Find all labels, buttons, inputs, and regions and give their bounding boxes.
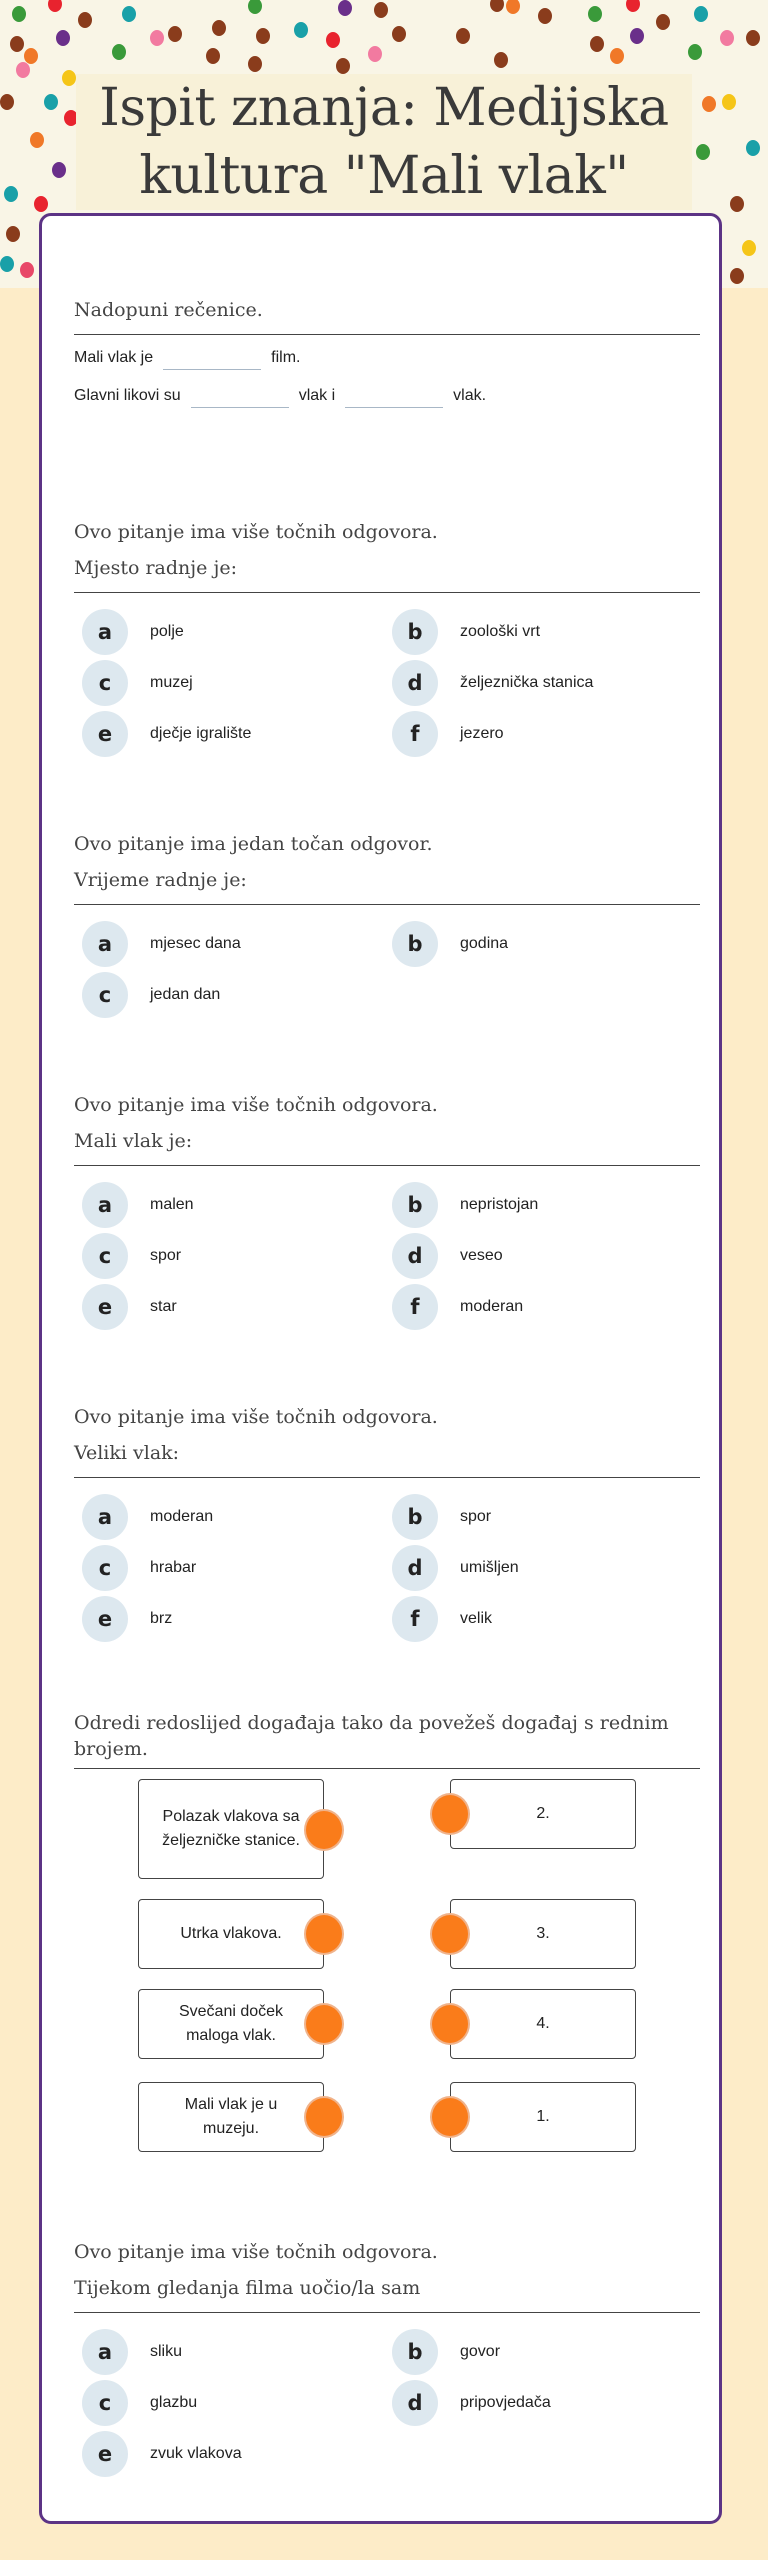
option-label: umišljen [460,1559,519,1576]
connector-knob[interactable] [430,2096,470,2138]
option-label: spor [460,1508,492,1525]
blank-input[interactable] [191,385,289,408]
sentence-1 [74,339,700,377]
option-label: moderan [150,1508,214,1525]
letter-badge: f [392,1284,438,1330]
divider [74,2312,700,2313]
letter-badge: e [82,1284,128,1330]
option-label: dječje igralište [150,725,252,742]
connector-knob[interactable] [304,2003,344,2045]
option-a[interactable] [82,919,382,969]
letter-badge: c [82,1545,128,1591]
page-title-line1: Ispit znanja: Medijska [99,78,669,138]
option-a[interactable] [82,1180,382,1230]
question-title: Mjesto radnje je: [74,557,237,579]
option-b[interactable] [392,1492,692,1542]
letter-badge: c [82,1233,128,1279]
match-left-text: Utrka vlakova. [180,1925,282,1942]
option-c[interactable] [82,1543,382,1593]
letter-badge: a [82,921,128,967]
divider [74,1165,700,1166]
question-vrijeme-radnje [74,826,700,1023]
option-label: malen [150,1196,194,1213]
letter-badge: f [392,711,438,757]
match-right-4[interactable] [450,2082,636,2152]
option-d[interactable] [392,2378,692,2428]
letter-badge: d [392,2380,438,2426]
option-b[interactable] [392,1180,692,1230]
option-label: spor [150,1247,182,1264]
option-c[interactable] [82,970,382,1020]
option-label: sliku [150,2343,183,2360]
option-b[interactable] [392,607,692,657]
option-e[interactable] [82,1282,382,1332]
option-b[interactable] [392,919,692,969]
option-label: muzej [150,674,193,691]
question-instruction: Ovo pitanje ima više točnih odgovora. [74,1406,438,1428]
sentence-text: Glavni likovi su [74,387,181,404]
letter-badge: a [82,1182,128,1228]
divider [74,334,700,335]
connector-knob[interactable] [304,2096,344,2138]
question-matching [74,1710,700,2189]
option-label: brz [150,1610,173,1627]
letter-badge: c [82,972,128,1018]
connector-knob[interactable] [430,1913,470,1955]
option-a[interactable] [82,1492,382,1542]
letter-badge: f [392,1596,438,1642]
divider [74,592,700,593]
option-e[interactable] [82,2429,382,2479]
divider [74,1477,700,1478]
page-title-line2: kultura "Mali vlak" [139,146,629,206]
question-title: Tijekom gledanja filma uočio/la sam [74,2277,421,2299]
match-right-2[interactable] [450,1899,636,1969]
option-label: nepristojan [460,1196,539,1213]
option-label: jedan dan [150,986,221,1003]
option-label: veseo [460,1247,503,1264]
question-instruction: Ovo pitanje ima više točnih odgovora. [74,521,438,543]
match-left-1[interactable] [138,1779,324,1879]
option-a[interactable] [82,2327,382,2377]
question-instruction: Ovo pitanje ima jedan točan odgovor. [74,833,433,855]
question-instruction: Ovo pitanje ima više točnih odgovora. [74,2241,438,2263]
match-right-text: 1. [536,2108,550,2125]
sentence-text: vlak i [298,387,336,404]
question-title: Nadopuni rečenice. [74,299,263,321]
blank-input[interactable] [163,347,261,370]
letter-badge: d [392,1233,438,1279]
option-f[interactable] [392,1282,692,1332]
sentence-text: vlak. [453,387,487,404]
question-title: Mali vlak je: [74,1130,193,1152]
title-box [76,74,692,210]
letter-badge: b [392,921,438,967]
option-label: jezero [460,725,504,742]
option-c[interactable] [82,1231,382,1281]
option-label: godina [460,935,509,952]
quiz-card [39,213,722,2524]
question-instruction: Ovo pitanje ima više točnih odgovora. [74,1094,438,1116]
letter-badge: c [82,2380,128,2426]
connector-knob[interactable] [430,2003,470,2045]
letter-badge: e [82,2431,128,2477]
match-left-2[interactable] [138,1899,324,1969]
letter-badge: c [82,660,128,706]
match-right-3[interactable] [450,1989,636,2059]
question-mjesto-radnje [74,514,700,763]
connector-knob[interactable] [430,1793,470,1835]
question-tijekom-gledanja [74,2234,700,2483]
match-left-3[interactable] [138,1989,324,2059]
letter-badge: b [392,609,438,655]
option-d[interactable] [392,1231,692,1281]
match-right-text: 4. [536,2015,550,2032]
match-right-text: 3. [536,1925,550,1942]
option-f[interactable] [392,709,692,759]
sentence-text: film. [271,349,301,366]
sentence-text: Mali vlak je [74,349,154,366]
option-label: moderan [460,1298,524,1315]
match-left-text: Mali vlak je u muzeju. [184,2096,278,2137]
question-veliki-vlak [74,1399,700,1648]
option-label: star [150,1298,177,1315]
option-a[interactable] [82,607,382,657]
option-c[interactable] [82,658,382,708]
letter-badge: a [82,609,128,655]
option-label: govor [460,2343,501,2360]
option-label: zoološki vrt [460,623,541,640]
option-c[interactable] [82,2378,382,2428]
letter-badge: b [392,2329,438,2375]
option-label: polje [150,623,184,640]
blank-input[interactable] [345,385,443,408]
letter-badge: e [82,711,128,757]
letter-badge: d [392,1545,438,1591]
question-title: Vrijeme radnje je: [74,869,247,891]
question-title: Odredi redoslijed događaja tako da povežeš događaj s rednim brojem. [74,1712,669,1760]
connector-knob[interactable] [304,1809,344,1851]
option-label: zvuk vlakova [150,2445,242,2462]
divider [74,904,700,905]
page-title [99,74,668,210]
match-right-text: 2. [536,1805,550,1822]
letter-badge: b [392,1494,438,1540]
match-left-4[interactable] [138,2082,324,2152]
match-left-text: Polazak vlakova sa željezničke stanice. [162,1808,300,1849]
letter-badge: b [392,1182,438,1228]
letter-badge: a [82,1494,128,1540]
option-e[interactable] [82,1594,382,1644]
connector-knob[interactable] [304,1913,344,1955]
letter-badge: d [392,660,438,706]
question-mali-vlak [74,1087,700,1336]
option-d[interactable] [392,658,692,708]
option-f[interactable] [392,1594,692,1644]
option-label: mjesec dana [150,935,241,952]
letter-badge: a [82,2329,128,2375]
option-d[interactable] [392,1543,692,1593]
option-label: pripovjedača [460,2394,551,2411]
letter-badge: e [82,1596,128,1642]
option-label: hrabar [150,1559,197,1576]
match-left-text: Svečani doček maloga vlak. [178,2003,284,2044]
match-right-1[interactable] [450,1779,636,1849]
question-fill-blank [74,292,700,415]
question-title: Veliki vlak: [74,1442,180,1464]
option-e[interactable] [82,709,382,759]
option-label: velik [460,1610,493,1627]
option-label: željeznička stanica [460,674,594,691]
option-b[interactable] [392,2327,692,2377]
option-label: glazbu [150,2394,198,2411]
sentence-2 [74,377,700,415]
